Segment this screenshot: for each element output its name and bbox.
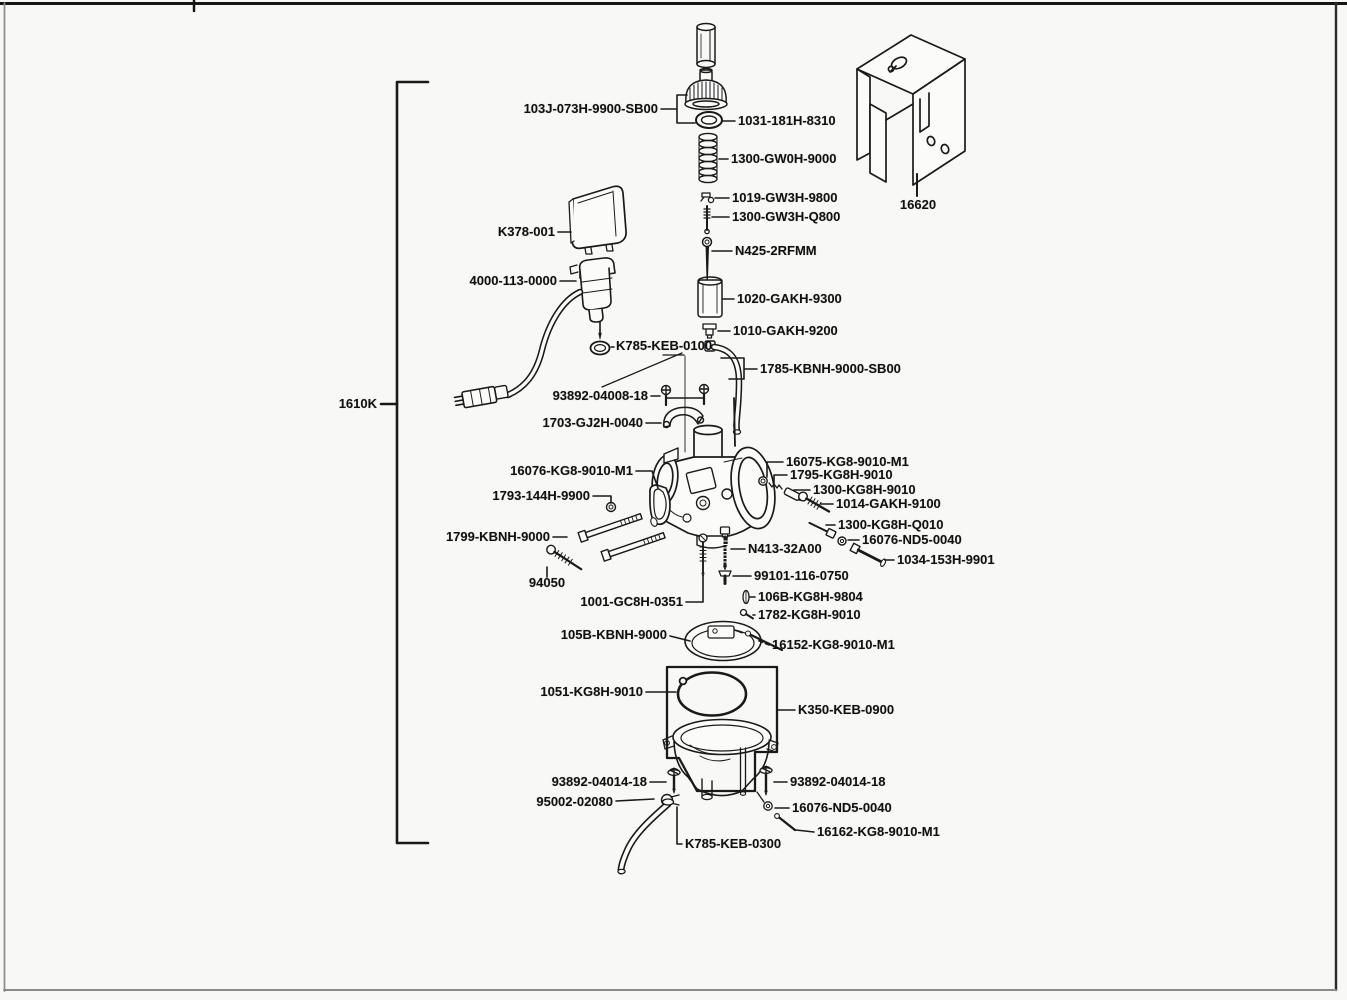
part-label-1051-kg8h-9010: 1051-KG8H-9010	[540, 683, 643, 699]
part-label-95002-02080: 95002-02080	[536, 793, 613, 809]
cap-seal-ring-drawing	[696, 112, 722, 128]
part-label-1300-kg8h-q010: 1300-KG8H-Q010	[838, 516, 944, 532]
part-label-1300-gw3h-q800: 1300-GW3H-Q800	[732, 208, 841, 224]
part-label-103j-073h-9900-sb00: 103J-073H-9900-SB00	[523, 100, 658, 116]
drain-tube-drawing	[618, 799, 674, 874]
part-label-16075-kg8-9010-m1: 16075-KG8-9010-M1	[786, 453, 909, 469]
valve-seat-jet-drawing	[703, 324, 716, 338]
part-label-1014-gakh-9100: 1014-GAKH-9100	[836, 495, 941, 511]
part-label-1001-gc8h-0351: 1001-GC8H-0351	[580, 593, 683, 609]
bystarter-cable-drawing	[454, 292, 580, 409]
part-label-16620: 16620	[899, 196, 937, 212]
part-label-n425-2rfmm: N425-2RFMM	[735, 242, 817, 258]
part-label-1010-gakh-9200: 1010-GAKH-9200	[733, 322, 838, 338]
part-label-105b-kbnh-9000: 105B-KBNH-9000	[560, 626, 667, 642]
main-jet-99101-drawing	[719, 571, 731, 584]
group-bracket-1610k	[381, 82, 428, 843]
part-label-1300-kg8h-9010: 1300-KG8H-9010	[813, 481, 916, 497]
part-label-1034-153h-9901: 1034-153H-9901	[897, 551, 995, 567]
bowl-gasket-drawing	[678, 673, 746, 716]
bowl-screw-right-drawing	[760, 766, 772, 795]
part-label-93892-04014-18-r: 93892-04014-18	[790, 773, 886, 789]
part-label-16076-nd5-0040-a: 16076-ND5-0040	[862, 531, 962, 547]
cable-clamp-drawing	[664, 407, 704, 427]
part-label-1793-144h-9900: 1793-144H-9900	[492, 487, 590, 503]
pilot-screw-1001-drawing	[699, 534, 707, 578]
cdi-unit-drawing	[569, 186, 626, 254]
part-label-93892-04014-18-l: 93892-04014-18	[551, 773, 647, 789]
o-ring-k785-0100-drawing	[591, 342, 610, 355]
part-label-k378-001: K378-001	[497, 223, 555, 239]
part-label-1019-gw3h-9800: 1019-GW3H-9800	[732, 189, 838, 205]
part-label-93892-04008-18: 93892-04008-18	[552, 387, 648, 403]
washer-16076-bottom-drawing	[757, 792, 772, 810]
part-label-16162-kg8-9010-m1: 16162-KG8-9010-M1	[817, 823, 940, 839]
pin-16162-drawing	[775, 814, 795, 830]
bracket-16620-drawing	[857, 35, 965, 196]
part-label-99101-116-0750: 99101-116-0750	[754, 567, 849, 583]
carb-top-cap-drawing	[685, 69, 727, 110]
part-label-1031-181h-8310: 1031-181H-8310	[738, 112, 836, 128]
drain-screw-94050-drawing	[545, 544, 583, 573]
bowl-screw-left-drawing	[668, 768, 680, 793]
part-label-106b-kg8h-9804: 106B-KG8H-9804	[758, 588, 863, 604]
auto-bystarter-drawing	[570, 258, 615, 339]
needle-set-spring-drawing	[704, 206, 710, 234]
part-label-16076-nd5-0040-b: 16076-ND5-0040	[792, 799, 892, 815]
part-label-1799-kbnh-9000: 1799-KBNH-9000	[445, 528, 550, 544]
part-label-1610k: 1610K	[338, 395, 377, 411]
carburetor-body-drawing	[649, 426, 781, 549]
needle-clip-seat-drawing	[701, 193, 714, 203]
part-label-16152-kg8-9010-m1: 16152-KG8-9010-M1	[772, 636, 895, 652]
part-label-k350-keb-0900: K350-KEB-0900	[798, 701, 895, 717]
part-label-k785-keb-0100: K785-KEB-0100	[616, 337, 713, 353]
construction-lines	[602, 353, 735, 452]
part-label-1782-kg8h-9010: 1782-KG8H-9010	[758, 606, 861, 622]
bolt-n413-drawing	[721, 527, 730, 570]
throttle-valve-drawing	[698, 277, 722, 317]
throttle-spring-drawing	[699, 133, 717, 182]
part-label-1785-kbnh-9000-sb00: 1785-KBNH-9000-SB00	[760, 360, 901, 376]
part-label-k785-keb-0300: K785-KEB-0300	[685, 835, 782, 851]
float-valve-cluster-drawing	[759, 477, 887, 567]
part-label-1020-gakh-9300: 1020-GAKH-9300	[737, 290, 842, 306]
float-drawing	[685, 622, 761, 661]
part-label-4000-113-0000: 4000-113-0000	[469, 272, 557, 288]
screw-1782-drawing	[741, 610, 754, 619]
jet-106b-drawing	[743, 591, 749, 604]
part-label-16076-kg8-9010-m1: 16076-KG8-9010-M1	[510, 462, 633, 478]
part-label-1795-kg8h-9010: 1795-KG8H-9010	[790, 466, 893, 482]
part-label-1703-gj2h-0040: 1703-GJ2H-0040	[542, 414, 643, 430]
part-label-1300-gw0h-9000: 1300-GW0H-9000	[731, 150, 837, 166]
cable-adjuster-tube-drawing	[697, 24, 715, 68]
part-label-n413-32a00: N413-32A00	[748, 540, 822, 556]
part-label-94050: 94050	[528, 574, 566, 590]
